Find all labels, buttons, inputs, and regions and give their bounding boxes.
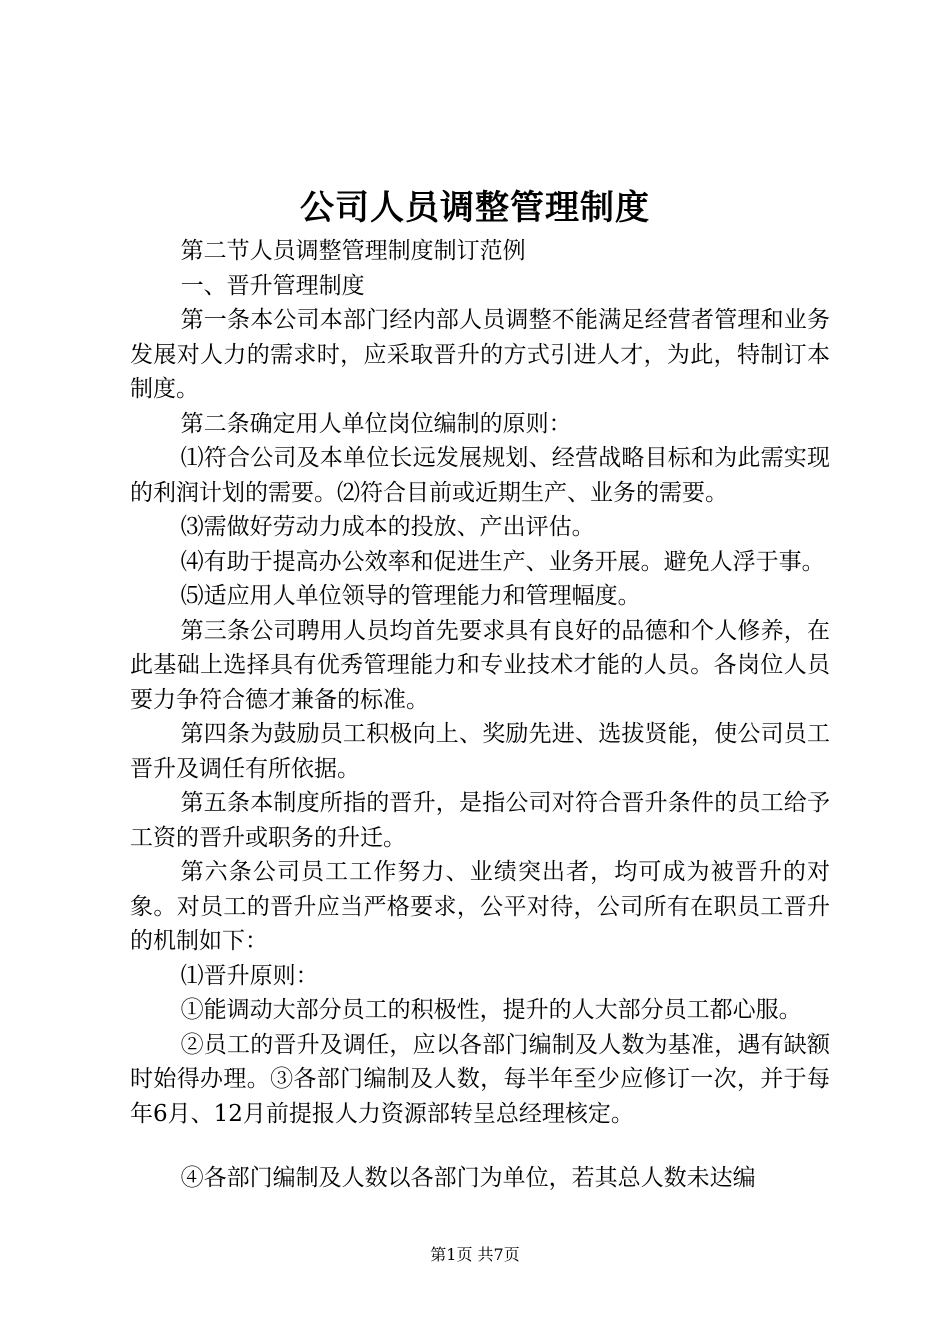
section-heading: 第二节人员调整管理制度制订范例 bbox=[180, 238, 526, 264]
article-paragraph: 第五条本制度所指的晋升，是指公司对符合晋升条件的员工给予工资的晋升或职务的升迁。 bbox=[130, 790, 830, 851]
page-footer: 第1页 共7页 bbox=[430, 1245, 520, 1264]
list-item-paragraph: ①能调动大部分员工的积极性，提升的人大部分员工都心服。 bbox=[180, 997, 802, 1023]
document-title: 公司人员调整管理制度 bbox=[300, 188, 650, 228]
list-item-paragraph: ⑸适应用人单位领导的管理能力和管理幅度。 bbox=[180, 583, 641, 609]
article-paragraph: 第四条为鼓励员工积极向上、奖励先进、选拔贤能，使公司员工晋升及调任有所依据。 bbox=[130, 721, 830, 782]
article-paragraph: 第三条公司聘用人员均首先要求具有良好的品德和个人修养，在此基础上选择具有优秀管理能力和专业技术才能的人员。各岗位人员要力争符合德才兼备的标准。 bbox=[130, 617, 830, 713]
list-item-paragraph: ⑶需做好劳动力成本的投放、产出评估。 bbox=[180, 514, 595, 540]
article-paragraph: 第一条本公司本部门经内部人员调整不能满足经营者管理和业务发展对人力的需求时，应采取晋升的方式引进人才，为此，特制订本制度。 bbox=[130, 307, 830, 402]
list-item-paragraph: ⑴晋升原则： bbox=[180, 962, 319, 989]
list-item-paragraph: ②员工的晋升及调任，应以各部门编制及人数为基准，遇有缺额时始得办理。③各部门编制及人数，每半年至少应修订一次，并于每年6月、12月前提报人力资源部转呈总经理核定。 bbox=[130, 1031, 830, 1127]
document-body bbox=[130, 234, 830, 1196]
article-paragraph: 第二条确定用人单位岗位编制的原则： bbox=[180, 410, 572, 437]
subsection-heading: 一、晋升管理制度 bbox=[180, 272, 365, 299]
list-item-paragraph: ⑷有助于提高办公效率和促进生产、业务开展。避免人浮于事。 bbox=[180, 548, 825, 575]
article-paragraph: 第六条公司员工工作努力、业绩突出者，均可成为被晋升的对象。对员工的晋升应当严格要求，公平对待，公司所有在职员工晋升的机制如下： bbox=[130, 859, 830, 954]
list-item-paragraph: ⑴符合公司及本单位长远发展规划、经营战略目标和为此需实现的利润计划的需要。⑵符合目前或近期生产、业务的需要。 bbox=[130, 445, 830, 506]
list-item-paragraph: ④各部门编制及人数以各部门为单位，若其总人数未达编 bbox=[180, 1165, 756, 1191]
